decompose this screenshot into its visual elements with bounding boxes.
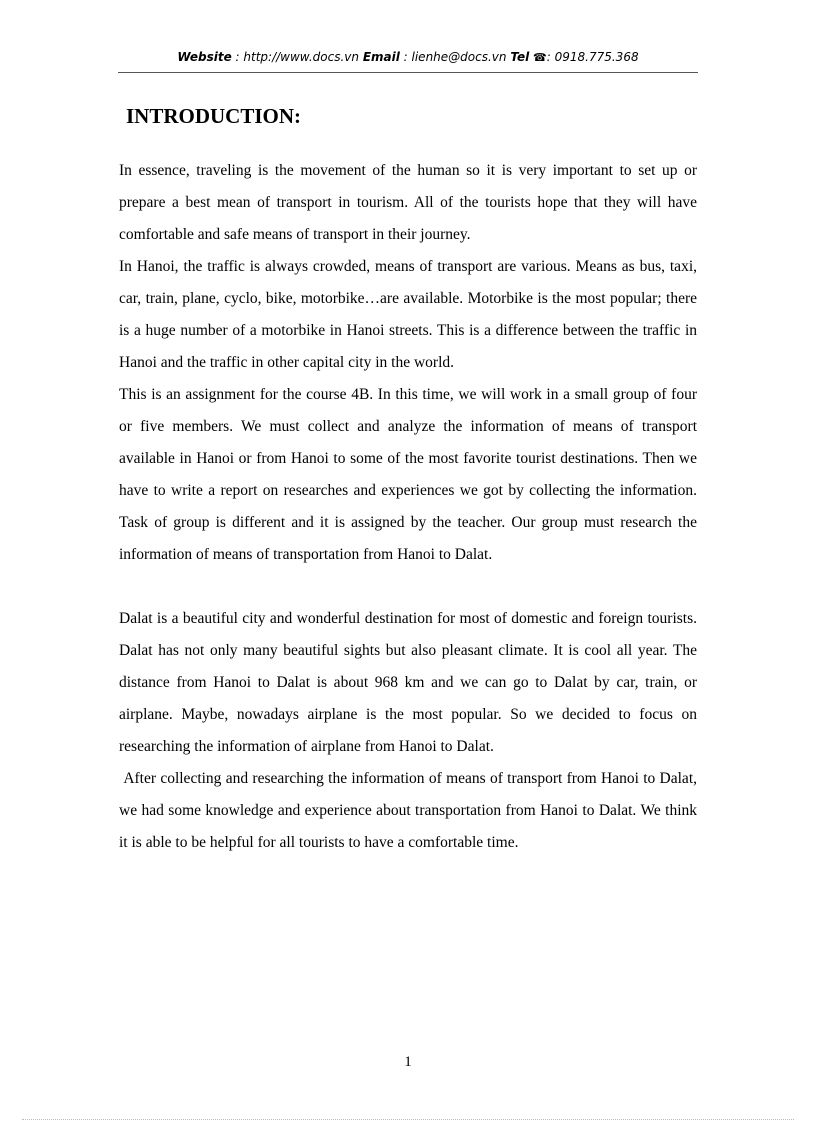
email-value[interactable]: lienhe@docs.vn	[411, 50, 507, 64]
tel-label: Tel	[510, 50, 530, 64]
paragraph-5: After collecting and researching the information of means of transport from Hanoi to Dalat, we had some knowledge and experience about transportation from Hanoi to Dalat. We think it is able to be helpful for all tourists to have a comfortable time.	[119, 770, 701, 851]
document-body	[119, 155, 701, 859]
paragraph-spacer	[119, 571, 697, 603]
website-url[interactable]: http://www.docs.vn	[243, 50, 359, 64]
page-bottom-divider	[22, 1119, 794, 1120]
email-label: Email	[362, 50, 400, 64]
page-title: INTRODUCTION:	[126, 104, 302, 128]
website-label: Website	[177, 50, 232, 64]
email-separator: :	[399, 50, 412, 64]
paragraph-1: In essence, traveling is the movement of the human so it is very important to set up or prepare a best mean of transport in tourism. All of the tourists hope that they will have comfortable and safe means of transport in their journey.	[119, 162, 697, 243]
paragraph-3: This is an assignment for the course 4B. In this time, we will work in a small group of four or five members. We must collect and analyze the information of means of transport available in Hanoi or from Hanoi to some of the most favorite tourist destinations. Then we have to write a report on researches and experiences we got by collecting the information. Task of group is different and it is assigned by the teacher. Our group must research the information of means of transportation from Hanoi to Dalat.	[119, 386, 697, 563]
paragraph-2: In Hanoi, the traffic is always crowded, means of transport are various. Means as bus, taxi, car, train, plane, cyclo, bike, motorbike…are available. Motorbike is the most popular; there is a huge number of a motorbike in Hanoi streets. This is a difference between the traffic in Hanoi and the traffic in other capital city in the world.	[119, 258, 697, 371]
website-separator: :	[231, 50, 244, 64]
paragraph-4: Dalat is a beautiful city and wonderful destination for most of domestic and foreign tourists. Dalat has not only many beautiful sights but also pleasant climate. It is cool all year. The distance from Hanoi to Dalat is about 968 km and we can go to Dalat by car, train, or airplane. Maybe, nowadays airplane is the most popular. So we decided to focus on researching the information of airplane from Hanoi to Dalat.	[119, 610, 697, 755]
phone-icon: ☎	[533, 51, 547, 64]
tel-value: : 0918.775.368	[546, 50, 639, 64]
page-header	[118, 50, 698, 73]
page-number: 1	[404, 1054, 412, 1070]
